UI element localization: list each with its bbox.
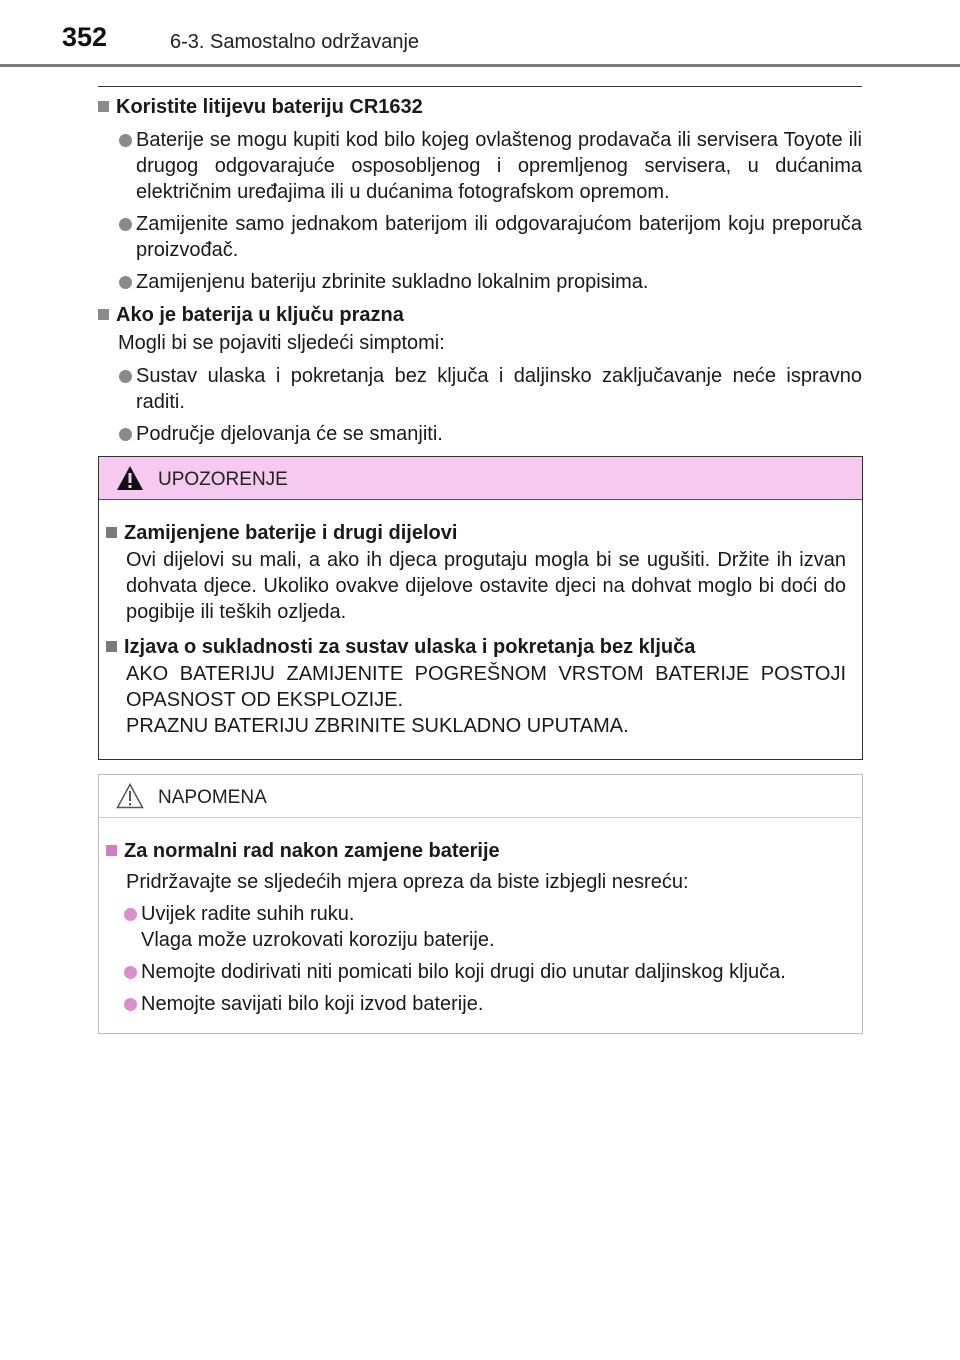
content-top-divider [98, 86, 862, 87]
notice-heading [106, 837, 846, 865]
square-bullet-icon [98, 101, 109, 112]
notice-triangle-icon [116, 783, 144, 809]
round-bullet-icon [124, 998, 137, 1011]
warning-item-text: Ovi dijelovi su mali, a ako ih djeca progutaju mogla bi se ugušiti. Držite ih izvan dohvata djece. Ukoliko ovakve dijelove ostavite djeci na dohvat moglo bi doći do pogibije ili teških ozljeda. [126, 549, 846, 623]
page-number: 352 [62, 22, 108, 52]
list-item-text: Zamijenjenu bateriju zbrinite sukladno lokalnim propisima. [136, 271, 649, 293]
list-item [106, 991, 846, 1017]
warning-item-heading [106, 519, 846, 547]
section-heading-empty-battery [98, 301, 862, 329]
list-item-line: Vlaga može uzrokovati koroziju baterije. [141, 929, 495, 951]
list-item-text: Zamijenite samo jednakom baterijom ili odgovarajućom baterijom koju preporuča proizvođač. [136, 213, 862, 261]
warning-box [98, 456, 863, 760]
warning-item-text: AKO BATERIJU ZAMIJENITE POGREŠNOM VRSTOM BATERIJE POSTOJI OPASNOST OD EKSPLOZIJE. [126, 663, 846, 711]
round-bullet-icon [119, 370, 132, 383]
list-item [98, 269, 862, 295]
notice-intro: Pridržavajte se sljedećih mjera opreza da biste izbjegli nesreću: [126, 871, 689, 893]
notice-title: NAPOMENA [158, 787, 267, 808]
list-item-text: Sustav ulaska i pokretanja bez ključa i daljinsko zaključavanje neće ispravno raditi. [136, 365, 862, 413]
list-item [98, 211, 862, 263]
list-item-text: Baterije se mogu kupiti kod bilo kojeg ovlaštenog prodavača ili servisera Toyote ili drugog odgovarajuće osposobljenog i opremljenog servisera, u dućanima električnim uređajima ili u dućanima fotografskom opremom. [136, 129, 862, 203]
list-item [98, 363, 862, 415]
notice-box [98, 774, 863, 1034]
notice-heading-text: Za normalni rad nakon zamjene baterije [124, 840, 500, 862]
list-item-text: Nemojte savijati bilo koji izvod baterije. [141, 993, 484, 1015]
round-bullet-icon [119, 134, 132, 147]
warning-item-heading-text: Zamijenjene baterije i drugi dijelovi [124, 522, 458, 544]
warning-body [106, 519, 846, 739]
section-heading-text: Ako je baterija u ključu prazna [116, 304, 404, 326]
square-bullet-icon [106, 641, 117, 652]
notice-header [99, 775, 862, 818]
warning-item-heading-text: Izjava o sukladnosti za sustav ulaska i pokretanja bez ključa [124, 636, 696, 658]
list-item [98, 421, 862, 447]
list-item [106, 901, 846, 953]
square-bullet-icon [106, 527, 117, 538]
round-bullet-icon [124, 908, 137, 921]
page-header [0, 0, 960, 70]
list-item [106, 959, 846, 985]
list-item-text: Nemojte dodirivati niti pomicati bilo koji drugi dio unutar daljinskog ključa. [141, 961, 786, 983]
warning-header [99, 457, 862, 500]
section-heading-battery-type [98, 93, 862, 121]
chapter-title: 6-3. Samostalno održavanje [170, 31, 420, 53]
header-divider [0, 64, 960, 67]
round-bullet-icon [124, 966, 137, 979]
round-bullet-icon [119, 276, 132, 289]
warning-item-heading [106, 633, 846, 661]
main-content [98, 93, 862, 447]
list-item-line: Uvijek radite suhih ruku. [141, 903, 355, 925]
notice-body [106, 837, 846, 1017]
list-item-text [141, 901, 846, 953]
list-item-text: Područje djelovanja će se smanjiti. [136, 423, 443, 445]
square-bullet-icon [98, 309, 109, 320]
warning-item-text: PRAZNU BATERIJU ZBRINITE SUKLADNO UPUTAMA. [126, 715, 629, 737]
warning-title: UPOZORENJE [158, 469, 288, 490]
round-bullet-icon [119, 218, 132, 231]
list-item [98, 127, 862, 205]
round-bullet-icon [119, 428, 132, 441]
square-bullet-icon [106, 845, 117, 856]
warning-triangle-icon [116, 465, 144, 491]
section-intro: Mogli bi se pojaviti sljedeći simptomi: [118, 332, 445, 354]
section-heading-text: Koristite litijevu bateriju CR1632 [116, 96, 423, 118]
